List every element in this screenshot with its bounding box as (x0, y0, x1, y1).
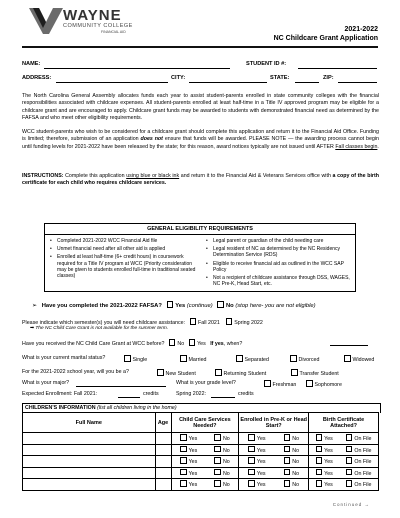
summer-note: ➡ The NC Child Care Grant is not available for the summer term. (30, 326, 169, 331)
semester-question: Please indicate which semester(s) you will need childcare assistance: (22, 320, 186, 326)
childcare-yes-checkbox[interactable]: Yes (180, 446, 197, 454)
transfer-student-option[interactable]: Transfer Student (291, 369, 339, 377)
child-name-cell[interactable] (23, 433, 156, 445)
continued-label: Continued → (332, 502, 370, 507)
arrow-right-icon: ➡ (30, 326, 35, 331)
child-age-cell[interactable] (155, 479, 171, 491)
logo-department: FINANCIAL AID (101, 30, 126, 34)
list-item: • Enrolled at least half-time (6+ credit hours) in coursework required for a Title IV program at WCC (Priority consideration may be given to students enrolled full-time in traditional seated classes) (49, 254, 199, 279)
birth-cert-yes-checkbox[interactable]: Yes (316, 434, 333, 442)
child-name-cell[interactable] (23, 467, 156, 479)
when-field[interactable] (330, 345, 368, 346)
zip-field[interactable] (338, 82, 377, 83)
eligibility-right-list (205, 238, 355, 289)
prek-no-checkbox[interactable]: No (284, 434, 299, 442)
prek-no-checkbox[interactable]: No (284, 457, 299, 465)
single-option[interactable]: Single (124, 355, 147, 363)
college-logo (29, 6, 149, 50)
childcare-cell (171, 456, 239, 468)
col-age: Age (155, 413, 171, 433)
student-type-question: For the 2021-2022 school year, will you be a? (22, 369, 129, 375)
table-row (23, 444, 379, 456)
child-name-cell[interactable] (23, 444, 156, 456)
birth-cert-cell (309, 467, 379, 479)
credits-word: credits (143, 391, 159, 397)
childcare-no-checkbox[interactable]: No (214, 457, 229, 465)
arrow-icon: ➢ (32, 303, 37, 309)
birth-cert-cell (309, 479, 379, 491)
prek-cell (239, 456, 309, 468)
list-item: • Completed 2021-2022 WCC Financial Aid file (49, 238, 199, 244)
widowed-option[interactable]: Widowed (344, 355, 374, 363)
fafsa-question: Have you completed the 2021-2022 FAFSA? (41, 303, 162, 309)
prek-yes-checkbox[interactable]: Yes (248, 457, 265, 465)
header-rule (22, 46, 378, 48)
logo-mark-icon (29, 8, 63, 34)
marital-question: What is your current marital status? (22, 355, 106, 361)
table-row (23, 433, 379, 445)
city-field[interactable] (189, 82, 267, 83)
child-name-cell[interactable] (23, 456, 156, 468)
prek-no-checkbox[interactable]: No (284, 469, 299, 477)
childcare-yes-checkbox[interactable]: Yes (180, 434, 197, 442)
prek-cell (239, 444, 309, 456)
married-option[interactable]: Married (180, 355, 206, 363)
prek-yes-checkbox[interactable]: Yes (248, 446, 265, 454)
form-year: 2021-2022 (344, 26, 378, 33)
col-childcare: Child Care Services Needed? (171, 413, 239, 433)
intro-paragraph: The North Carolina General Assembly allocates funds each year to assist student-parents enrolled in state community colleges with the financial responsibilities associated with childcare expenses. All student-parents enrolled at least half-time in a Title IV approved program may be eligible for a childcare grant and are encouraged to apply. Childcare grant funds may be awarded to students with demonstrated financial need as determined by the FAFSA and who meet other eligibility requirements. (22, 93, 379, 122)
spring-credits-field[interactable] (211, 397, 235, 398)
notice-paragraph: WCC student-parents who wish to be considered for a childcare grant should complete this application and return it to the Financial Aid Office. Funding is limited; therefore, submission of an application does not ensure that funds will be awarded. PLEASE NOTE — the awarding process cannot begin until funding levels for 2021-2022 have been released by the state; for this reason, award notices typically are not issued until AFTER Fall classes begin. (22, 129, 379, 150)
prek-no-checkbox[interactable]: No (284, 480, 299, 488)
table-row (23, 467, 379, 479)
childcare-cell (171, 467, 239, 479)
prek-cell (239, 433, 309, 445)
prek-yes-checkbox[interactable]: Yes (248, 469, 265, 477)
childcare-cell (171, 479, 239, 491)
childcare-no-checkbox[interactable]: No (214, 446, 229, 454)
birth-cert-yes-checkbox[interactable]: Yes (316, 480, 333, 488)
eligibility-box (44, 223, 356, 292)
birth-cert-on-file-checkbox[interactable]: On File (346, 469, 372, 477)
child-age-cell[interactable] (155, 467, 171, 479)
prek-yes-checkbox[interactable]: Yes (248, 480, 265, 488)
received-yes-checkbox[interactable] (189, 339, 196, 346)
childcare-yes-checkbox[interactable]: Yes (180, 469, 197, 477)
child-name-cell[interactable] (23, 479, 156, 491)
childcare-no-checkbox[interactable]: No (214, 434, 229, 442)
childcare-cell (171, 433, 239, 445)
fall-checkbox[interactable] (190, 318, 197, 325)
fafsa-no-checkbox[interactable] (217, 301, 224, 308)
list-item: • Eligible to receive financial aid as outlined in the WCC SAP Policy (205, 261, 355, 273)
fall-credits-field[interactable] (118, 397, 140, 398)
children-table (22, 412, 379, 491)
spring-checkbox[interactable] (226, 318, 233, 325)
list-item: • Legal parent or guardian of the child needing care (205, 238, 355, 244)
birth-cert-cell (309, 433, 379, 445)
enrollment-spring-label: Spring 2022: (176, 391, 207, 397)
prek-cell (239, 467, 309, 479)
birth-cert-on-file-checkbox[interactable]: On File (346, 457, 372, 465)
childcare-no-checkbox[interactable]: No (214, 469, 229, 477)
birth-cert-yes-checkbox[interactable]: Yes (316, 469, 333, 477)
divorced-option[interactable]: Divorced (290, 355, 319, 363)
child-age-cell[interactable] (155, 456, 171, 468)
returning-student-option[interactable]: Returning Student (215, 369, 266, 377)
logo-name: WAYNE (63, 7, 122, 24)
semester-row: Please indicate which semester(s) you will need childcare assistance: Fall 2021 Spring 2022 (22, 320, 263, 326)
separated-option[interactable]: Separated (236, 355, 269, 363)
birth-cert-yes-checkbox[interactable]: Yes (316, 457, 333, 465)
form-title: NC Childcare Grant Application (273, 35, 378, 42)
list-item: • Not a recipient of childcare assistance through DSS, WAGES, NC Pre-K, Head Start, etc. (205, 275, 355, 287)
col-prek: Enrolled in Pre-K or Head Start? (239, 413, 309, 433)
birth-cert-cell (309, 456, 379, 468)
student-id-field[interactable] (298, 68, 377, 69)
child-age-cell[interactable] (155, 433, 171, 445)
major-field[interactable] (76, 386, 166, 387)
prek-yes-checkbox[interactable]: Yes (248, 434, 265, 442)
freshman-option[interactable]: Freshman (264, 380, 296, 388)
sophomore-option[interactable]: Sophomore (306, 380, 342, 388)
eligibility-heading: GENERAL ELIGIBILITY REQUIREMENTS (45, 224, 355, 235)
new-student-option[interactable]: New Student (157, 369, 196, 377)
prek-cell (239, 479, 309, 491)
instructions-paragraph: INSTRUCTIONS: Complete this application using blue or black ink and return it to the Financial Aid & Veterans Services office with a copy of the birth certificate for each child who requires childcare services. (22, 173, 379, 187)
arrow-right-icon: → (364, 502, 370, 507)
childcare-yes-checkbox[interactable]: Yes (180, 457, 197, 465)
enrollment-fall-label: Expected Enrollment: Fall 2021: (22, 391, 98, 397)
name-label: NAME: (22, 61, 41, 67)
child-age-cell[interactable] (155, 444, 171, 456)
col-birth-cert: Birth Certificate Attached? (309, 413, 379, 433)
list-item: • Unmet financial need after all other aid is applied (49, 246, 199, 252)
state-label: STATE: (270, 75, 290, 81)
eligibility-left-list (49, 238, 199, 281)
logo-subtitle: COMMUNITY COLLEGE (63, 23, 133, 29)
address-field[interactable] (56, 82, 168, 83)
children-caption: CHILDREN'S INFORMATION (list all children living in the home) (22, 403, 381, 413)
student-id-label: STUDENT ID #: (246, 61, 287, 67)
birth-cert-on-file-checkbox[interactable]: On File (346, 446, 372, 454)
birth-cert-on-file-checkbox[interactable]: On File (346, 480, 372, 488)
childcare-cell (171, 444, 239, 456)
table-row (23, 479, 379, 491)
credits-word-2: credits (238, 391, 254, 397)
name-field[interactable] (44, 68, 230, 69)
state-field[interactable] (295, 82, 319, 83)
address-label: ADDRESS: (22, 75, 52, 81)
city-label: CITY: (171, 75, 186, 81)
birth-cert-cell (309, 444, 379, 456)
table-row (23, 456, 379, 468)
zip-label: ZIP: (323, 75, 334, 81)
major-question: What is your major? (22, 380, 70, 386)
list-item: • Legal resident of NC as determined by the NC Residency Determination Service (RDS) (205, 246, 355, 258)
received-no-checkbox[interactable] (169, 339, 176, 346)
childcare-no-checkbox[interactable]: No (214, 480, 229, 488)
birth-cert-on-file-checkbox[interactable]: On File (346, 434, 372, 442)
fafsa-yes-checkbox[interactable] (167, 301, 174, 308)
col-full-name: Full Name (23, 413, 156, 433)
received-row: Have you received the NC Child Care Grant at WCC before? No Yes If yes, when? (22, 341, 243, 347)
birth-cert-yes-checkbox[interactable]: Yes (316, 446, 333, 454)
childcare-yes-checkbox[interactable]: Yes (180, 480, 197, 488)
fafsa-question-row: ➢ Have you completed the 2021-2022 FAFSA? Yes (continue) No (stop here- you are not eligible) (32, 303, 316, 309)
prek-no-checkbox[interactable]: No (284, 446, 299, 454)
grade-question: What is your grade level? (176, 380, 236, 386)
